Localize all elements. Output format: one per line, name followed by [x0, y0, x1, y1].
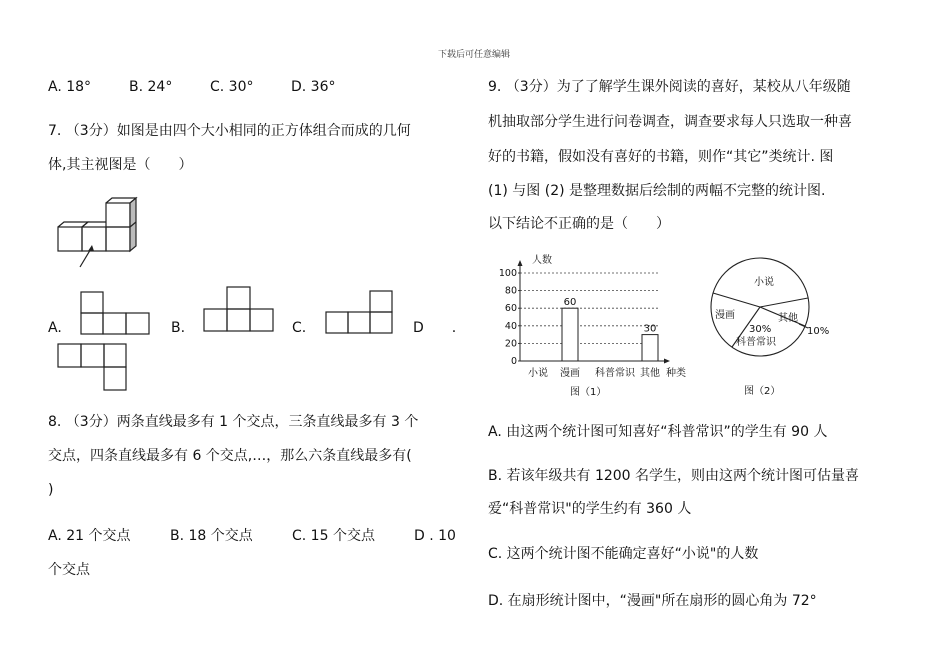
- bar: [642, 335, 658, 361]
- pie-label-other-pct: 10%: [807, 326, 830, 337]
- q8-option-d-cont: 个交点: [48, 562, 90, 578]
- pie-label-novel: 小说: [754, 277, 774, 288]
- q9-line-1: 9. （3分）为了了解学生课外阅读的喜好，某校从八年级随: [488, 79, 851, 95]
- q7-line-1: 7. （3分）如图是由四个大小相同的正方体组合而成的几何: [48, 123, 411, 139]
- q9-option-b-1: B. 若该年级共有 1200 名学生，则由这两个统计图可估量喜: [488, 468, 860, 484]
- q9-line-2: 机抽取部分学生进行问卷调查，调查要求每人只选取一种喜: [488, 114, 852, 130]
- q8-option-a: A. 21 个交点: [48, 528, 131, 544]
- q6-option-c: C. 30°: [210, 79, 254, 95]
- y-axis-arrow: [518, 260, 523, 266]
- bar: [562, 308, 578, 361]
- q8-line-1: 8. （3分）两条直线最多有 1 个交点，三条直线最多有 3 个: [48, 414, 419, 430]
- y-tick-label: 0: [510, 356, 517, 367]
- y-tick-label: 40: [504, 320, 517, 332]
- q7-option-b-figure: [203, 286, 275, 332]
- q7-cube-figure: [52, 193, 142, 273]
- q9-option-c: C. 这两个统计图不能确定喜好“小说"的人数: [488, 546, 759, 562]
- q9-option-d: D. 在扇形统计图中，“漫画"所在扇形的圆心角为 72°: [488, 593, 817, 609]
- pie-label-other: 其他: [778, 313, 798, 324]
- x-axis-arrow: [664, 359, 670, 364]
- q8-option-c: C. 15 个交点: [292, 528, 375, 544]
- q9-line-4: (1) 与图 (2) 是整理数据后绘制的两幅不完整的统计图.: [488, 183, 826, 199]
- q8-line-3: ): [48, 482, 54, 498]
- x-tick-label: 其他: [640, 368, 660, 379]
- q6-option-b: B. 24°: [129, 79, 173, 95]
- q7-line-2: 体,其主视图是（ ）: [48, 157, 193, 173]
- y-tick-label: 100: [498, 268, 517, 279]
- q7-option-d-figure: [57, 343, 129, 393]
- bar-chart-ylabel: 人数: [532, 255, 552, 266]
- q7-option-c-label: C.: [292, 320, 307, 336]
- y-tick-label: 20: [504, 338, 517, 350]
- pie-chart: [704, 255, 844, 400]
- q7-option-b-label: B.: [171, 320, 186, 336]
- q9-line-5: 以下结论不正确的是（ ）: [488, 216, 670, 232]
- bar-chart: [490, 250, 700, 400]
- y-tick-label: 80: [504, 285, 517, 297]
- q8-option-b: B. 18 个交点: [170, 528, 253, 544]
- q7-option-a-figure: [80, 291, 152, 335]
- x-tick-label: 漫画: [560, 368, 580, 379]
- pie-chart-caption: 图（2）: [744, 386, 781, 397]
- x-tick-label: 科普常识: [595, 368, 635, 379]
- q6-option-d: D. 36°: [291, 79, 336, 95]
- pie-label-comic: 漫画: [715, 310, 735, 321]
- q9-option-a: A. 由这两个统计图可知喜好“科普常识”的学生有 90 人: [488, 424, 828, 440]
- y-tick-label: 60: [504, 303, 517, 315]
- page-header: 下载后可任意编辑: [438, 50, 511, 60]
- bar-chart-xlabel: 种类: [666, 368, 686, 379]
- q6-options: [48, 78, 336, 96]
- q6-option-a: A. 18°: [48, 79, 92, 95]
- q9-line-3: 好的书籍，假如没有喜好的书籍，则作“其它”类统计. 图: [488, 149, 834, 165]
- q8-line-2: 交点，四条直线最多有 6 个交点,…，那么六条直线最多有(: [48, 448, 412, 464]
- pie-label-science: 科普常识: [736, 337, 776, 348]
- bar-chart-caption: 图（1）: [570, 387, 607, 398]
- bar-data-label: 30: [643, 323, 657, 335]
- pie-label-science-pct: 30%: [749, 324, 772, 335]
- x-tick-label: 小说: [528, 368, 548, 379]
- q7-option-c-figure: [325, 290, 395, 334]
- q8-options: [48, 527, 456, 545]
- q8-option-d: D . 10: [414, 528, 456, 544]
- q9-option-b-2: 爱“科普常识"的学生约有 360 人: [488, 501, 692, 517]
- q7-option-a-label: A.: [48, 320, 62, 336]
- q7-option-d-label: D .: [413, 320, 457, 336]
- bar-data-label: 60: [563, 297, 577, 309]
